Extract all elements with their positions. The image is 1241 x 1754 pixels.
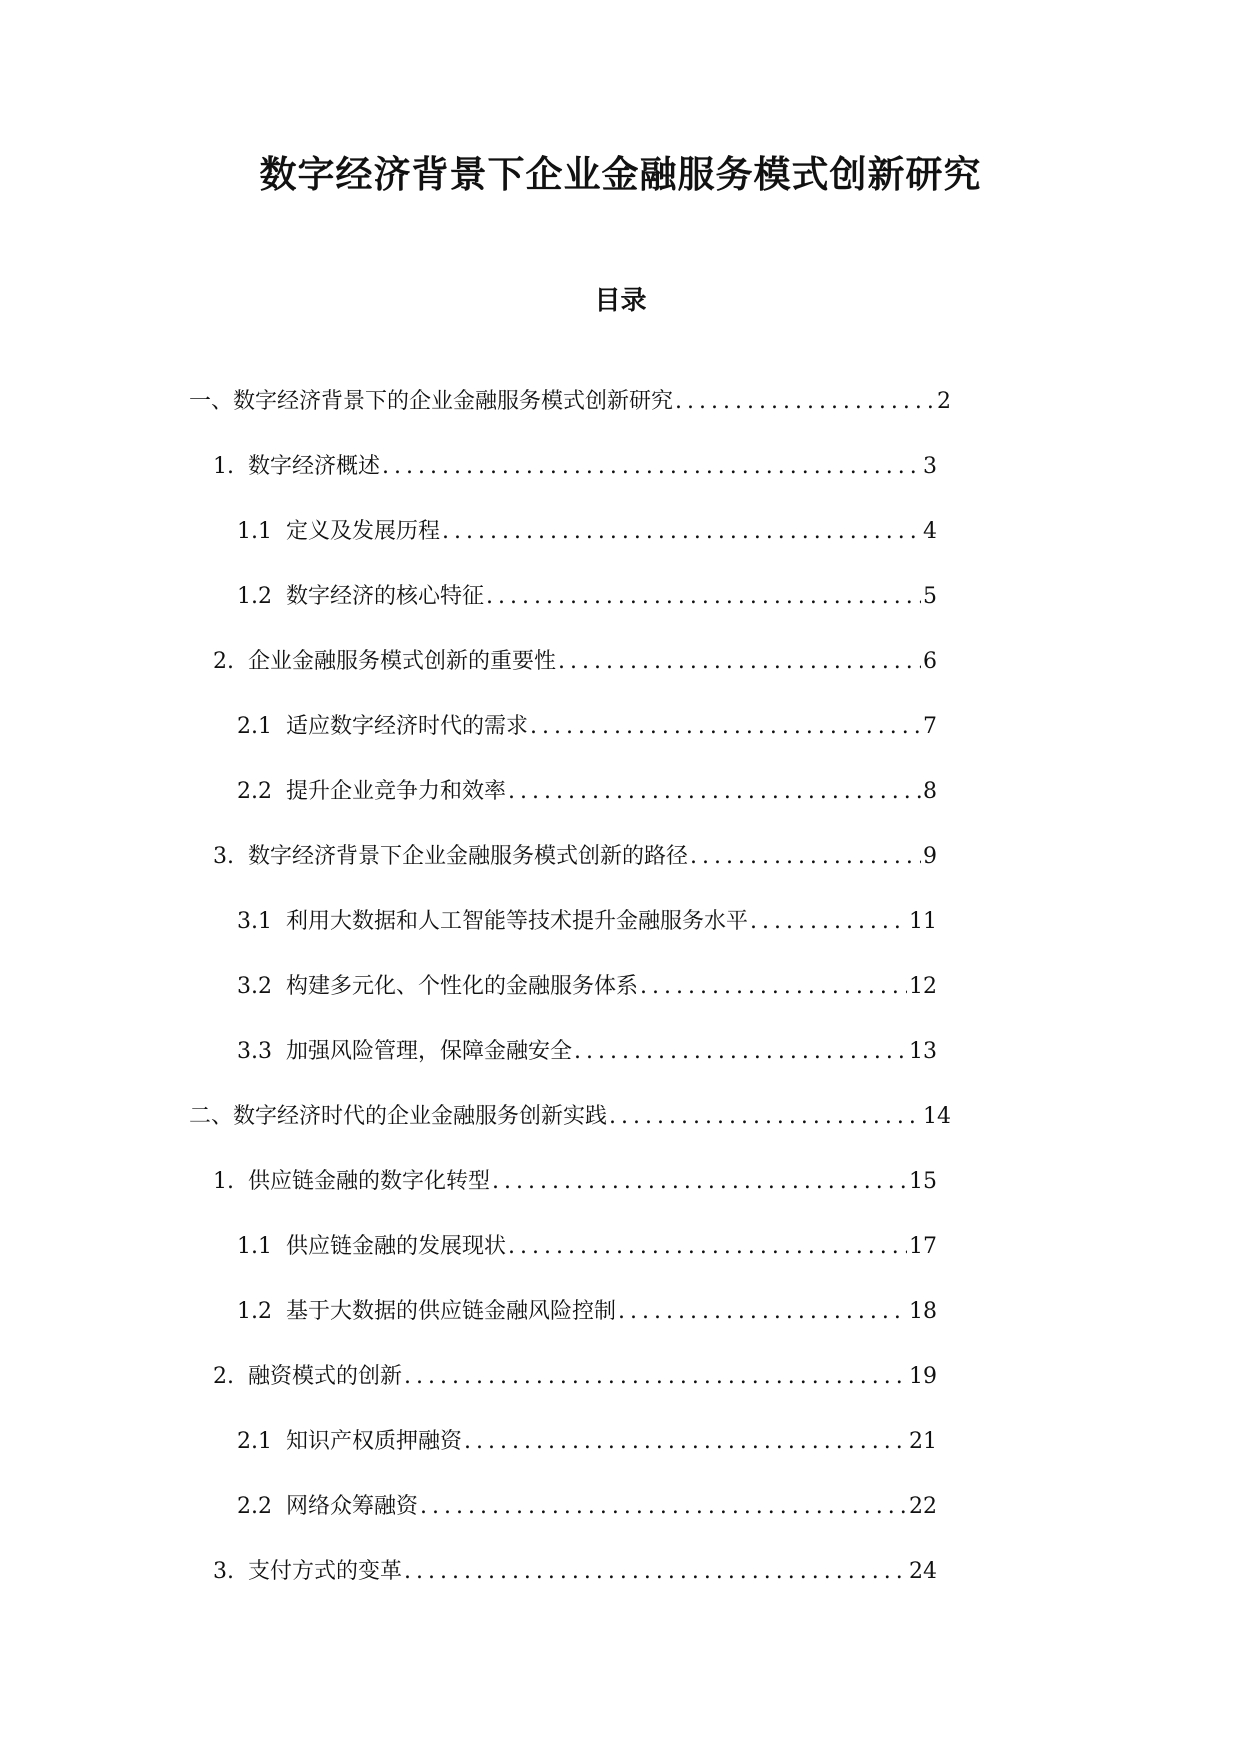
toc-entry-label: 数字经济概述: [247, 454, 380, 479]
toc-entry-number: 一、: [189, 389, 234, 414]
toc-entry-label: 数字经济时代的企业金融服务创新实践: [233, 1104, 608, 1129]
toc-entry[interactable]: [213, 449, 937, 514]
toc-entry-number: 1.: [213, 454, 248, 479]
toc-entry-label: 知识产权质押融资: [285, 1429, 462, 1454]
dot-leader: [508, 1229, 907, 1265]
toc-entry[interactable]: [189, 1099, 951, 1164]
dot-leader: [442, 514, 921, 550]
toc-entry-page-number: 11: [909, 909, 937, 934]
toc-entry-number: 2.: [213, 649, 248, 674]
toc-entry-label: 适应数字经济时代的需求: [285, 714, 528, 739]
document-title: 数字经济背景下企业金融服务模式创新研究: [259, 153, 982, 196]
toc-entry-page-number: 17: [909, 1234, 937, 1259]
toc-entry[interactable]: [213, 644, 937, 709]
toc-entry[interactable]: [213, 1554, 937, 1619]
toc-entry-number: 2.: [213, 1364, 248, 1389]
toc-entry-page-number: 21: [909, 1429, 937, 1454]
toc-entry-number: 1.1: [237, 1234, 286, 1259]
toc-entry[interactable]: [237, 709, 937, 774]
toc-entry-label: 支付方式的变革: [247, 1559, 402, 1584]
toc-entry[interactable]: [237, 1034, 937, 1099]
toc-entry-number: 3.: [213, 844, 248, 869]
toc-entry[interactable]: [213, 1359, 937, 1424]
toc-entry[interactable]: [237, 774, 937, 839]
dot-leader: [382, 449, 921, 485]
toc-entry-label: 企业金融服务模式创新的重要性: [247, 649, 556, 674]
dot-leader: [486, 579, 921, 615]
toc-entry-page-number: 7: [923, 714, 937, 739]
toc-entry-page-number: 19: [909, 1364, 937, 1389]
toc-entry-page-number: 3: [923, 454, 937, 479]
dot-leader: [508, 774, 921, 810]
toc-entry-number: 2.1: [237, 714, 286, 739]
toc-entry[interactable]: [189, 384, 951, 449]
toc-entry-number: 3.2: [237, 974, 286, 999]
toc-entry-page-number: 14: [923, 1104, 951, 1129]
toc-entry-page-number: 6: [923, 649, 937, 674]
dot-leader: [609, 1099, 921, 1135]
toc-heading: 目录: [594, 286, 647, 316]
toc-entry-label: 加强风险管理，保障金融安全: [285, 1039, 572, 1064]
dot-leader: [640, 969, 907, 1005]
dot-leader: [558, 644, 921, 680]
toc-entry-page-number: 9: [923, 844, 937, 869]
table-of-contents: [0, 384, 1241, 1619]
toc-entry-page-number: 15: [909, 1169, 937, 1194]
toc-entry-number: 3.: [213, 1559, 248, 1584]
toc-entry[interactable]: [213, 839, 937, 904]
toc-entry[interactable]: [237, 904, 937, 969]
dot-leader: [420, 1489, 907, 1525]
toc-entry-page-number: 18: [909, 1299, 937, 1324]
dot-leader: [404, 1359, 907, 1395]
toc-entry-page-number: 4: [923, 519, 937, 544]
toc-entry-number: 1.1: [237, 519, 286, 544]
toc-entry[interactable]: [237, 969, 937, 1034]
toc-entry[interactable]: [237, 1294, 937, 1359]
dot-leader: [675, 384, 935, 420]
toc-entry-number: 1.2: [237, 584, 286, 609]
toc-entry-label: 数字经济背景下的企业金融服务模式创新研究: [233, 389, 674, 414]
toc-entry-page-number: 12: [909, 974, 937, 999]
dot-leader: [574, 1034, 907, 1070]
toc-entry-number: 3.1: [237, 909, 286, 934]
toc-entry-label: 数字经济背景下企业金融服务模式创新的路径: [247, 844, 688, 869]
toc-entry-page-number: 13: [909, 1039, 937, 1064]
toc-entry-label: 利用大数据和人工智能等技术提升金融服务水平: [285, 909, 748, 934]
dot-leader: [464, 1424, 907, 1460]
toc-entry-label: 供应链金融的发展现状: [285, 1234, 506, 1259]
toc-entry-page-number: 24: [909, 1559, 937, 1584]
toc-entry-page-number: 8: [923, 779, 937, 804]
toc-entry[interactable]: [237, 1229, 937, 1294]
toc-entry-number: 二、: [189, 1104, 234, 1129]
toc-entry-number: 2.2: [237, 779, 286, 804]
toc-entry-label: 基于大数据的供应链金融风险控制: [285, 1299, 616, 1324]
toc-entry-page-number: 2: [937, 389, 951, 414]
dot-leader: [492, 1164, 907, 1200]
toc-entry-label: 数字经济的核心特征: [285, 584, 484, 609]
toc-entry[interactable]: [237, 1424, 937, 1489]
dot-leader: [404, 1554, 907, 1590]
toc-entry-label: 融资模式的创新: [247, 1364, 402, 1389]
toc-entry-number: 3.3: [237, 1039, 286, 1064]
toc-entry-number: 2.1: [237, 1429, 286, 1454]
dot-leader: [618, 1294, 907, 1330]
dot-leader: [750, 904, 907, 940]
toc-entry-number: 2.2: [237, 1494, 286, 1519]
toc-entry-label: 定义及发展历程: [285, 519, 440, 544]
toc-entry-page-number: 22: [909, 1494, 937, 1519]
toc-entry[interactable]: [237, 1489, 937, 1554]
dot-leader: [530, 709, 921, 745]
toc-entry-label: 网络众筹融资: [285, 1494, 418, 1519]
toc-entry-page-number: 5: [923, 584, 937, 609]
toc-entry-number: 1.2: [237, 1299, 286, 1324]
toc-entry[interactable]: [237, 514, 937, 579]
toc-entry-label: 提升企业竞争力和效率: [285, 779, 506, 804]
dot-leader: [690, 839, 921, 875]
toc-entry[interactable]: [213, 1164, 937, 1229]
toc-entry-number: 1.: [213, 1169, 248, 1194]
toc-entry-label: 供应链金融的数字化转型: [247, 1169, 490, 1194]
toc-entry[interactable]: [237, 579, 937, 644]
toc-entry-label: 构建多元化、个性化的金融服务体系: [285, 974, 638, 999]
